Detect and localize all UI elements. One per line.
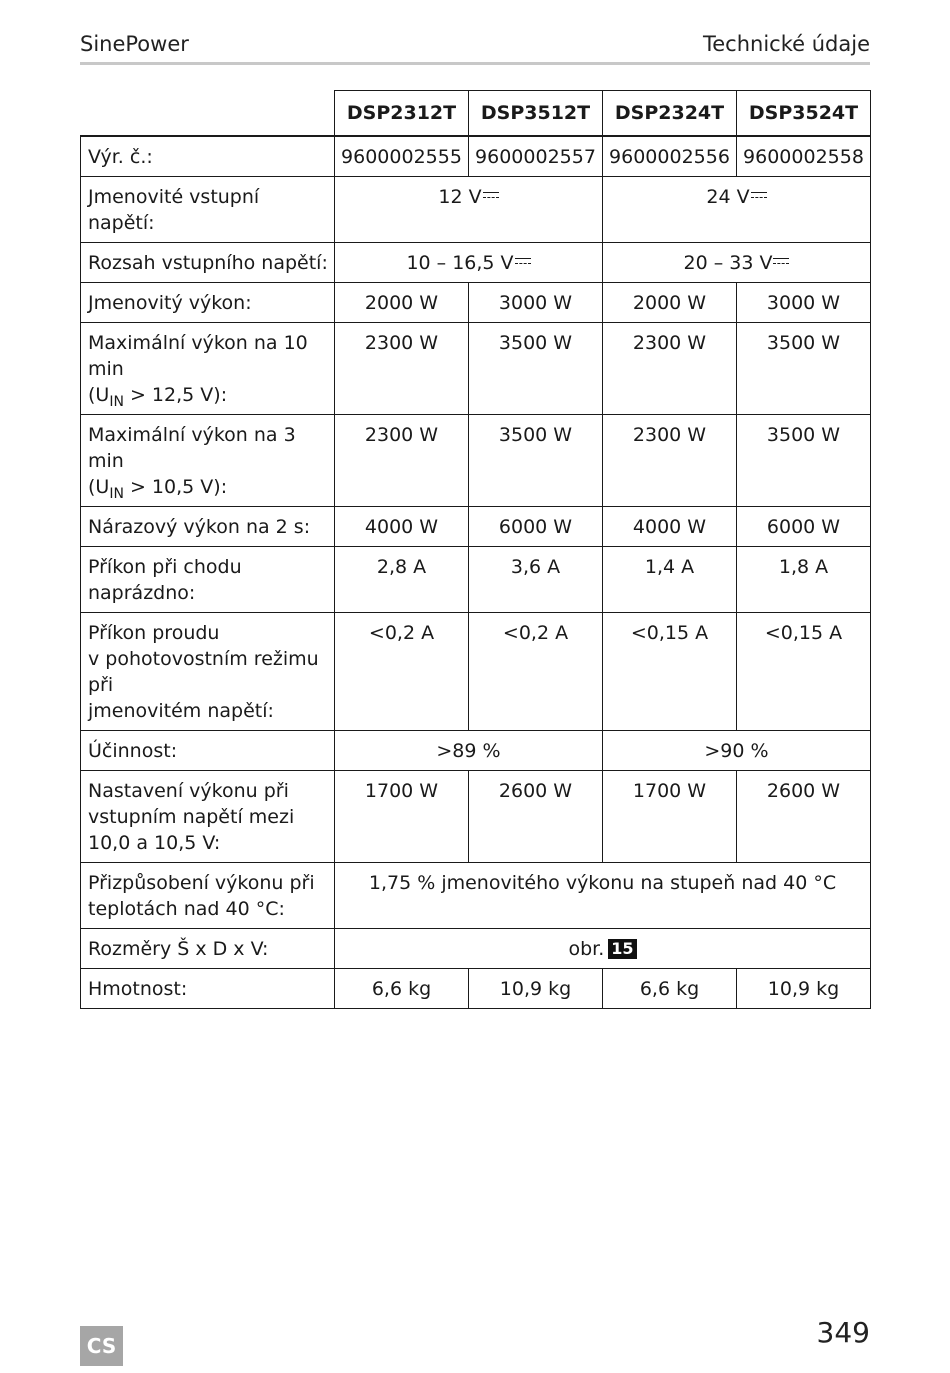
label-open: (U [88,384,110,406]
efficiency-12v: >89 % [335,731,603,771]
row-label: Jmenovitý výkon: [81,283,335,323]
table-row-no-load-current [81,547,871,613]
header-blank-cell [81,91,335,137]
surge-power-value: 6000 W [737,507,871,547]
rated-power-value: 2000 W [335,283,469,323]
no-load-current-value: 1,8 A [737,547,871,613]
rated-power-value: 3000 W [469,283,603,323]
nominal-voltage-12v [335,177,603,243]
technical-data-table [80,90,871,1009]
item-no-value: 9600002557 [469,136,603,177]
header-section-title: Technické údaje [703,32,870,56]
table-row-weight [81,969,871,1009]
max-power-10min-value: 3500 W [737,323,871,415]
dc-symbol-icon [515,258,531,268]
row-label [81,771,335,863]
rated-power-value: 3000 W [737,283,871,323]
label-line: Maximální výkon na 10 min [88,332,308,380]
efficiency-24v: >90 % [603,731,871,771]
row-label: Nárazový výkon na 2 s: [81,507,335,547]
model-header-dsp2312t: DSP2312T [335,91,469,137]
voltage-text: 10 – 16,5 V [406,252,514,274]
row-label: Hmotnost: [81,969,335,1009]
table-row-surge-power [81,507,871,547]
row-label: Výr. č.: [81,136,335,177]
weight-value: 6,6 kg [603,969,737,1009]
label-line: Nastavení výkonu při [88,780,289,802]
voltage-text: 20 – 33 V [683,252,773,274]
label-line: vstupním napětí mezi [88,806,295,828]
table-row-efficiency [81,731,871,771]
row-label [81,613,335,731]
label-open: (U [88,476,110,498]
label-line: Příkon při chodu [88,556,242,578]
standby-current-value: <0,15 A [737,613,871,731]
table-row-power-derating [81,863,871,929]
power-setting-value: 2600 W [737,771,871,863]
max-power-3min-value: 3500 W [737,415,871,507]
weight-value: 10,9 kg [469,969,603,1009]
label-close: > 12,5 V): [123,384,228,406]
page-header [80,30,870,65]
no-load-current-value: 1,4 A [603,547,737,613]
page-number: 349 [816,1316,870,1349]
table-row-power-setting [81,771,871,863]
weight-value: 10,9 kg [737,969,871,1009]
label-line: teplotách nad 40 °C: [88,898,285,920]
label-line: Příkon proudu [88,622,220,644]
item-no-value: 9600002556 [603,136,737,177]
label-subscript: IN [109,394,124,410]
row-label [81,323,335,415]
surge-power-value: 4000 W [603,507,737,547]
item-no-value: 9600002555 [335,136,469,177]
label-line: 10,0 a 10,5 V: [88,832,221,854]
table-row-input-voltage-range [81,243,871,283]
label-line: naprázdno: [88,582,196,604]
standby-current-value: <0,15 A [603,613,737,731]
dc-symbol-icon [773,258,789,268]
row-label: Účinnost: [81,731,335,771]
no-load-current-value: 2,8 A [335,547,469,613]
table-row-rated-power [81,283,871,323]
row-label: Jmenovité vstupní napětí: [81,177,335,243]
power-setting-value: 1700 W [335,771,469,863]
label-close: > 10,5 V): [123,476,228,498]
voltage-text: 24 V [706,186,750,208]
label-line: Maximální výkon na 3 min [88,424,296,472]
max-power-10min-value: 2300 W [335,323,469,415]
model-header-dsp3512t: DSP3512T [469,91,603,137]
weight-value: 6,6 kg [335,969,469,1009]
dc-symbol-icon [751,192,767,202]
rated-power-value: 2000 W [603,283,737,323]
model-header-dsp3524t: DSP3524T [737,91,871,137]
table-row-max-power-10min [81,323,871,415]
row-label [81,547,335,613]
max-power-10min-value: 3500 W [469,323,603,415]
figure-prefix: obr. [568,938,605,960]
figure-reference-badge: 15 [608,939,636,959]
dc-symbol-icon [483,192,499,202]
max-power-3min-value: 2300 W [603,415,737,507]
language-badge: CS [80,1326,123,1366]
table-row-nominal-input-voltage [81,177,871,243]
label-line: v pohotovostním režimu při [88,648,319,696]
nominal-voltage-24v [603,177,871,243]
power-setting-value: 2600 W [469,771,603,863]
row-label [81,415,335,507]
voltage-range-12v [335,243,603,283]
table-row-item-no [81,136,871,177]
label-subscript: IN [109,486,124,502]
surge-power-value: 4000 W [335,507,469,547]
max-power-10min-value: 2300 W [603,323,737,415]
label-line: Přizpůsobení výkonu při [88,872,315,894]
row-label: Rozměry Š x D x V: [81,929,335,969]
max-power-3min-value: 3500 W [469,415,603,507]
item-no-value: 9600002558 [737,136,871,177]
header-product-name: SinePower [80,32,189,56]
row-label: Rozsah vstupního napětí: [81,243,335,283]
standby-current-value: <0,2 A [335,613,469,731]
surge-power-value: 6000 W [469,507,603,547]
table-header-row [81,91,871,137]
label-line: jmenovitém napětí: [88,700,274,722]
dimensions-value [335,929,871,969]
model-header-dsp2324t: DSP2324T [603,91,737,137]
power-derating-value: 1,75 % jmenovitého výkonu na stupeň nad 40 °C [335,863,871,929]
standby-current-value: <0,2 A [469,613,603,731]
power-setting-value: 1700 W [603,771,737,863]
table-row-standby-current [81,613,871,731]
max-power-3min-value: 2300 W [335,415,469,507]
no-load-current-value: 3,6 A [469,547,603,613]
table-row-dimensions [81,929,871,969]
table-row-max-power-3min [81,415,871,507]
voltage-range-24v [603,243,871,283]
voltage-text: 12 V [438,186,482,208]
row-label [81,863,335,929]
